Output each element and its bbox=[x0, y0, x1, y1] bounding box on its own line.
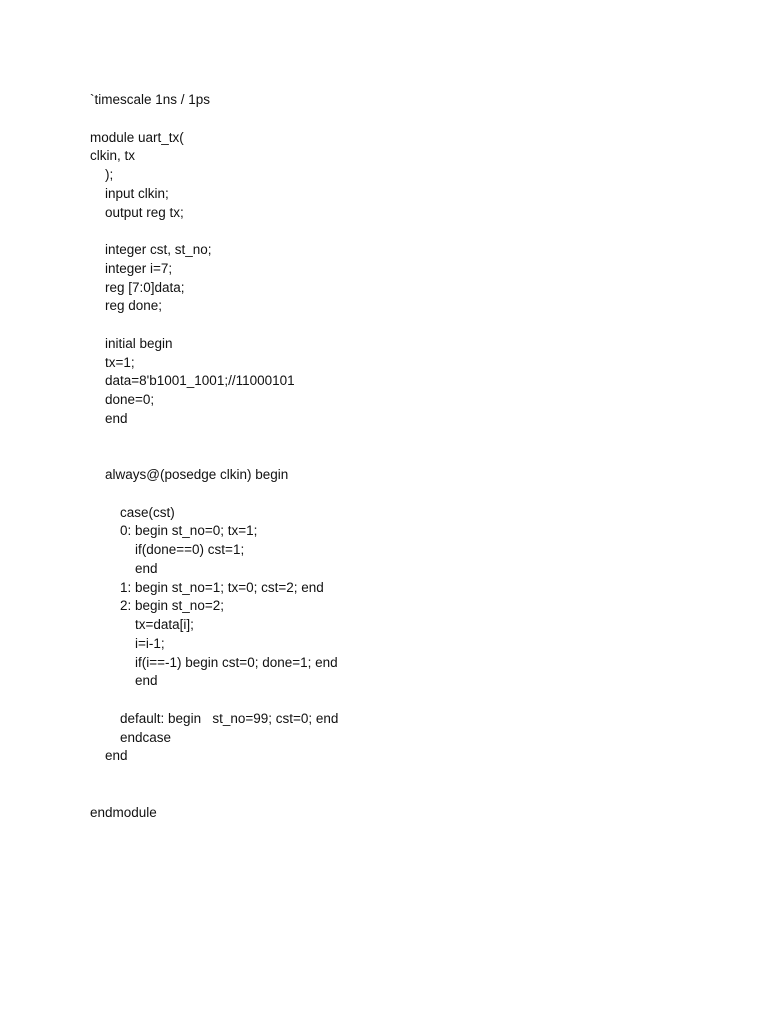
code-line: end bbox=[90, 748, 128, 764]
code-line: if(i==-1) begin cst=0; done=1; end bbox=[90, 654, 338, 670]
code-line: tx=data[i]; bbox=[90, 617, 194, 632]
code-line: integer cst, st_no; bbox=[90, 242, 212, 257]
code-line: endcase bbox=[90, 729, 172, 745]
code-line: end bbox=[90, 410, 128, 426]
code-line: input clkin; bbox=[90, 185, 169, 201]
code-line bbox=[90, 766, 338, 785]
code-line bbox=[90, 485, 338, 504]
code-line bbox=[90, 110, 338, 129]
code-line bbox=[90, 429, 338, 448]
code-line bbox=[90, 222, 338, 241]
code-listing bbox=[90, 91, 338, 822]
code-line: if(done==0) cst=1; bbox=[90, 542, 245, 557]
code-line: reg [7:0]data; bbox=[90, 279, 185, 295]
code-line: initial begin bbox=[90, 335, 173, 351]
code-line: output reg tx; bbox=[90, 204, 184, 220]
code-line bbox=[90, 785, 338, 804]
code-line: 2: begin st_no=2; bbox=[90, 598, 224, 614]
code-line: integer i=7; bbox=[90, 260, 173, 276]
code-line: module uart_tx( bbox=[90, 129, 184, 145]
code-line bbox=[90, 316, 338, 335]
code-line bbox=[90, 691, 338, 710]
code-line: always@(posedge clkin) begin bbox=[90, 467, 289, 482]
code-line: endmodule bbox=[90, 804, 157, 820]
code-line: 1: begin st_no=1; tx=0; cst=2; end bbox=[90, 579, 324, 595]
code-line: clkin, tx bbox=[90, 148, 136, 164]
code-line: tx=1; bbox=[90, 354, 135, 370]
code-line: i=i-1; bbox=[90, 635, 165, 651]
code-line: default: begin st_no=99; cst=0; end bbox=[90, 710, 339, 726]
code-line: end bbox=[90, 673, 158, 689]
code-line: 0: begin st_no=0; tx=1; bbox=[90, 523, 258, 539]
code-line bbox=[90, 447, 338, 466]
code-line: `timescale 1ns / 1ps bbox=[90, 92, 211, 107]
code-line: end bbox=[90, 560, 158, 576]
code-line: ); bbox=[90, 167, 114, 182]
code-line: reg done; bbox=[90, 298, 163, 314]
code-line: data=8'b1001_1001;//11000101 bbox=[90, 373, 295, 389]
code-line: case(cst) bbox=[90, 504, 175, 520]
code-line: done=0; bbox=[90, 392, 155, 407]
